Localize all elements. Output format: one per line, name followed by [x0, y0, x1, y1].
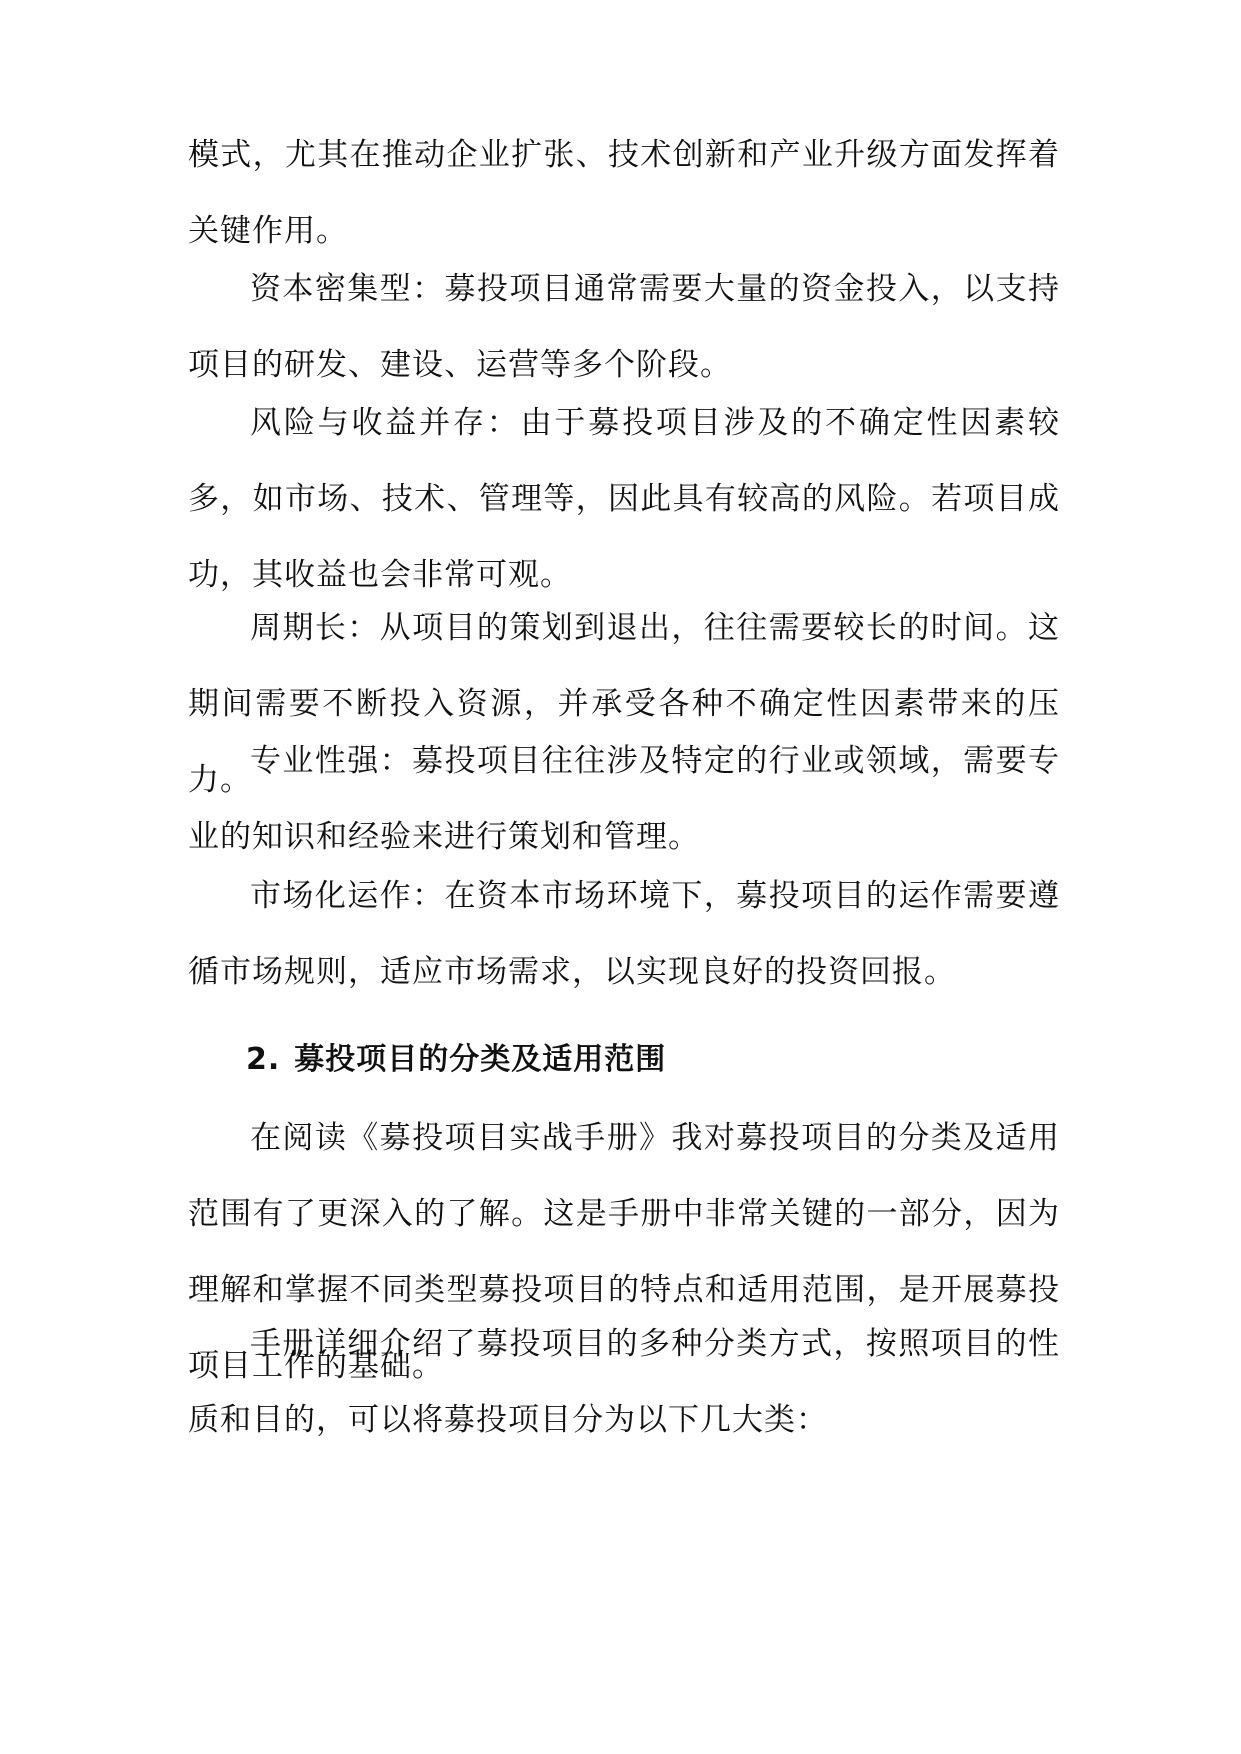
paragraph-section-intro: 在阅读《募投项目实战手册》我对募投项目的分类及适用范围有了更深入的了解。这是手册中非常关键的一部分，因为理解和掌握不同类型募投项目的特点和适用范围，是开展募投项目工作的基础。 — [188, 1120, 1060, 1384]
section-title: 募投项目的分类及适用范围 — [294, 1042, 667, 1077]
paragraph-specialized: 专业性强：募投项目往往涉及特定的行业或领域，需要专业的知识和经验来进行策划和管理。 — [188, 743, 1060, 855]
paragraph-market-operation: 市场化运作：在资本市场环境下，募投项目的运作需要遵循市场规则，适应市场需求，以实现良好的投资回报。 — [188, 878, 1060, 990]
paragraph-classification: 手册详细介绍了募投项目的多种分类方式，按照项目的性质和目的，可以将募投项目分为以下几大类： — [188, 1326, 1060, 1438]
paragraph-long-cycle: 周期长：从项目的策划到退出，往往需要较长的时间。这期间需要不断投入资源，并承受各种不确定性因素带来的压力。 — [188, 610, 1060, 798]
document-page — [188, 0, 1060, 1754]
paragraph-continuation: 模式，尤其在推动企业扩张、技术创新和产业升级方面发挥着关键作用。 — [188, 137, 1060, 249]
paragraph-risk-return: 风险与收益并存：由于募投项目涉及的不确定性因素较多，如市场、技术、管理等，因此具有较高的风险。若项目成功，其收益也会非常可观。 — [188, 405, 1060, 593]
paragraph-capital-intensive: 资本密集型：募投项目通常需要大量的资金投入，以支持项目的研发、建设、运营等多个阶段。 — [188, 271, 1060, 383]
section-heading — [246, 1040, 666, 1080]
section-number: 2. — [246, 1042, 281, 1077]
